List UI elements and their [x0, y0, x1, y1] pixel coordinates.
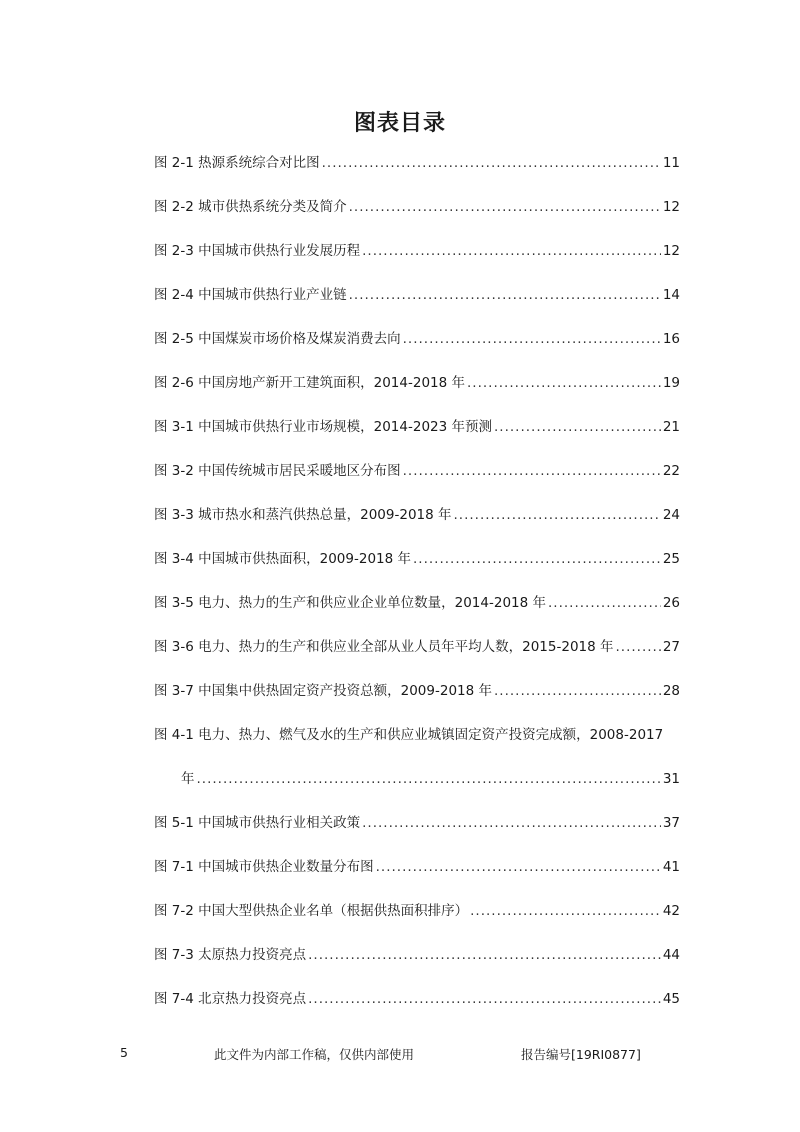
toc-entry-label: 图 7-4 北京热力投资亮点	[154, 991, 307, 1007]
toc-entry[interactable]	[154, 855, 680, 899]
toc-entry-page: 41	[662, 859, 680, 875]
toc-leader-dots	[494, 683, 661, 699]
toc-entry-page: 27	[662, 639, 680, 655]
toc-entry[interactable]	[154, 459, 680, 503]
toc-leader-dots	[376, 859, 661, 875]
toc-entry-label: 图 2-1 热源系统综合对比图	[154, 155, 320, 171]
toc-entry-page: 11	[662, 155, 680, 171]
toc-leader-dots	[470, 903, 661, 919]
toc-leader-dots	[308, 991, 661, 1007]
toc-entry-page: 21	[662, 419, 680, 435]
toc-entry[interactable]	[154, 635, 680, 679]
toc-entry-label: 图 3-4 中国城市供热面积，2009-2018 年	[154, 551, 412, 567]
toc-entry[interactable]	[154, 987, 680, 1031]
toc-leader-dots	[362, 243, 661, 259]
toc-entry-label-continued: 年	[181, 771, 195, 787]
toc-entry-label: 图 7-1 中国城市供热企业数量分布图	[154, 859, 374, 875]
toc-entry-label: 图 2-4 中国城市供热行业产业链	[154, 287, 347, 303]
toc-leader-dots	[454, 507, 661, 523]
toc-entry-page: 19	[662, 375, 680, 391]
toc-leader-dots	[467, 375, 661, 391]
toc-entry-label: 图 3-5 电力、热力的生产和供应业企业单位数量，2014-2018 年	[154, 595, 547, 611]
toc-entry-page: 16	[662, 331, 680, 347]
toc-entry-line-2[interactable]	[154, 767, 680, 811]
toc-entry[interactable]	[154, 371, 680, 415]
toc-entry[interactable]	[154, 547, 680, 591]
toc-entry-page: 14	[662, 287, 680, 303]
toc-entry[interactable]	[154, 943, 680, 987]
toc-entry-label: 图 3-6 电力、热力的生产和供应业全部从业人员年平均人数，2015-2018 年	[154, 639, 614, 655]
page-number: 5	[120, 1045, 128, 1060]
toc-entry[interactable]	[154, 415, 680, 459]
toc-entry-page: 37	[662, 815, 680, 831]
toc-leader-dots	[197, 771, 661, 787]
toc-entry[interactable]	[154, 151, 680, 195]
toc-leader-dots	[349, 199, 661, 215]
toc-leader-dots	[413, 551, 661, 567]
toc-entry-label: 图 2-6 中国房地产新开工建筑面积，2014-2018 年	[154, 375, 466, 391]
toc-entry-label: 图 3-7 中国集中供热固定资产投资总额，2009-2018 年	[154, 683, 493, 699]
toc-entry-page: 12	[662, 243, 680, 259]
toc-leader-dots	[308, 947, 661, 963]
toc-leader-dots	[548, 595, 661, 611]
toc-leader-dots	[362, 815, 661, 831]
toc-entry-page: 28	[662, 683, 680, 699]
toc-leader-dots	[322, 155, 661, 171]
page-footer	[0, 1045, 800, 1065]
toc-entry-page: 26	[662, 595, 680, 611]
report-id: 报告编号[19RI0877]	[521, 1047, 641, 1062]
toc-entry[interactable]	[154, 679, 680, 723]
toc-entry-page: 22	[662, 463, 680, 479]
toc-entry-line-1[interactable]	[154, 723, 680, 767]
toc-entry-label: 图 2-3 中国城市供热行业发展历程	[154, 243, 361, 259]
toc-entry[interactable]	[154, 283, 680, 327]
toc-entry-label: 图 2-2 城市供热系统分类及简介	[154, 199, 347, 215]
toc-entry[interactable]	[154, 503, 680, 547]
toc-entry-page: 25	[662, 551, 680, 567]
toc-entry[interactable]	[154, 591, 680, 635]
toc-entry[interactable]	[154, 195, 680, 239]
toc-entry-page: 31	[662, 771, 680, 787]
table-of-figures	[154, 151, 680, 1031]
toc-entry-label: 图 3-2 中国传统城市居民采暖地区分布图	[154, 463, 401, 479]
toc-entry[interactable]	[154, 899, 680, 943]
toc-entry-page: 44	[662, 947, 680, 963]
toc-leader-dots	[403, 331, 661, 347]
footer-notice: 此文件为内部工作稿，仅供内部使用	[214, 1047, 415, 1062]
toc-entry-page: 12	[662, 199, 680, 215]
toc-entry-label: 图 5-1 中国城市供热行业相关政策	[154, 815, 361, 831]
toc-leader-dots	[616, 639, 661, 655]
page-title: 图表目录	[353, 111, 446, 136]
toc-entry-page: 45	[662, 991, 680, 1007]
toc-entry-label: 图 3-1 中国城市供热行业市场规模，2014-2023 年预测	[154, 419, 493, 435]
toc-entry-page: 24	[662, 507, 680, 523]
toc-entry[interactable]	[154, 327, 680, 371]
toc-leader-dots	[349, 287, 661, 303]
toc-leader-dots	[403, 463, 661, 479]
toc-entry-label: 图 7-3 太原热力投资亮点	[154, 947, 307, 963]
toc-entry-label: 图 7-2 中国大型供热企业名单（根据供热面积排序）	[154, 903, 469, 919]
toc-entry[interactable]	[154, 811, 680, 855]
toc-entry-label: 图 2-5 中国煤炭市场价格及煤炭消费去向	[154, 331, 401, 347]
toc-entry[interactable]	[154, 239, 680, 283]
toc-entry-label: 图 3-3 城市热水和蒸汽供热总量，2009-2018 年	[154, 507, 452, 523]
toc-leader-dots	[494, 419, 661, 435]
toc-entry-page: 42	[662, 903, 680, 919]
toc-entry-label: 图 4-1 电力、热力、燃气及水的生产和供应业城镇固定资产投资完成额，2008-2017	[154, 727, 664, 743]
